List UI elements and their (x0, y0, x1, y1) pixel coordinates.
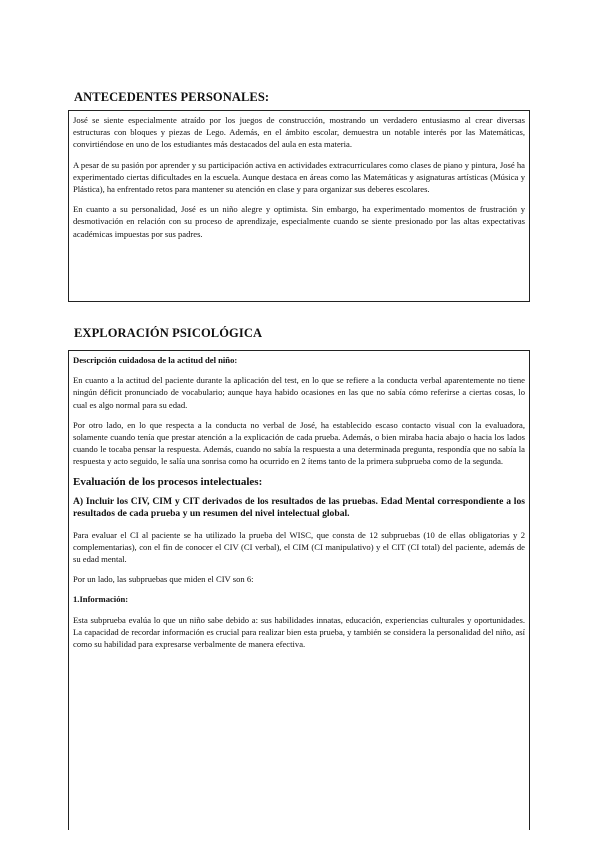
attitude-paragraph-2: Por otro lado, en lo que respecta a la conducta no verbal de José, ha establecido escaso contacto visual con la evaluadora, solamente cuando tenía que prestar atención a la explicación de cada prueba. Además, o bien miraba hacia abajo o hacia los lados cuando le tocaba pensar la respuesta. Además, cuando no sabía la respuesta a una determinada pregunta, respondía que no sabía la respuesta y acto seguido, le salía una sonrisa como ha ocurrido en 2 ítems tanto de la primera subprueba como de la segunda. (73, 419, 525, 467)
antecedentes-paragraph-1: José se siente especialmente atraído por los juegos de construcción, mostrando un verdadero entusiasmo al crear diversas estructuras con bloques y piezas de Lego. Además, en el ámbito escolar, demuestra un notable interés por las Matemáticas, convirtiéndose en uno de los estudiantes más destacados del aula en esta materia. (73, 115, 525, 150)
informacion-paragraph: Esta subprueba evalúa lo que un niño sabe debido a: sus habilidades innatas, educación, experiencias culturales y oportunidades. La capacidad de recordar información es crucial para realizar bien esta prueba, y también se considera la personalidad del niño, así como su habilidad para expresarse verbalmente de manera efectiva. (73, 614, 525, 650)
informacion-heading: 1.Información: (73, 594, 129, 605)
evaluation-paragraph-2: Por un lado, las subpruebas que miden el CIV son 6: (73, 574, 254, 585)
evaluation-paragraph-1: Para evaluar el CI al paciente se ha utilizado la prueba del WISC, que consta de 12 subpruebas (10 de ellas obligatorias y 2 complementarias), con el fin de conocer el CIV (CI verbal), el CIM (CI manipulativo) y el CIT (CI total) del paciente, además de su edad mental. (73, 529, 525, 565)
section-heading-antecedentes: ANTECEDENTES PERSONALES: (74, 90, 270, 104)
antecedentes-paragraph-3: En cuanto a su personalidad, José es un niño alegre y optimista. Sin embargo, ha experimentado momentos de frustración y desmotivación en relación con su proceso de aprendizaje, especialmente cuando se siente presionado por las altas expectativas académicas impuestas por sus padres. (73, 204, 525, 239)
attitude-heading: Descripción cuidadosa de la actitud del niño: (73, 355, 238, 365)
antecedentes-paragraph-2: A pesar de su pasión por aprender y su participación activa en actividades extracurriculares como clases de piano y pintura, José ha experimentado ciertas dificultades en la escuela. Aunque destaca en áreas como las Matemáticas y asignaturas artísticas (Música y Plástica), ha enfrentado retos para mantener su atención en clase y para organizar sus deberes escolares. (73, 159, 525, 195)
exploracion-box (68, 350, 530, 830)
evaluation-heading: Evaluación de los procesos intelectuales: (73, 475, 263, 488)
evaluation-subheading: A) Incluir los CIV, CIM y CIT derivados de los resultados de las pruebas. Edad Mental correspondiente a los resultados de cada prueba y un resumen del nivel intelectual global. (73, 495, 525, 520)
section-heading-exploracion: EXPLORACIÓN PSICOLÓGICA (74, 326, 263, 340)
attitude-paragraph-1: En cuanto a la actitud del paciente durante la aplicación del test, en lo que se refiere a la conducta verbal aparentemente no tiene ningún déficit pronunciado de vocabulario; aunque haya habido ocasiones en las que no sabía cómo referirse a ciertas cosas, lo cual es algo normal para su edad. (73, 375, 525, 410)
antecedentes-box (68, 110, 530, 302)
